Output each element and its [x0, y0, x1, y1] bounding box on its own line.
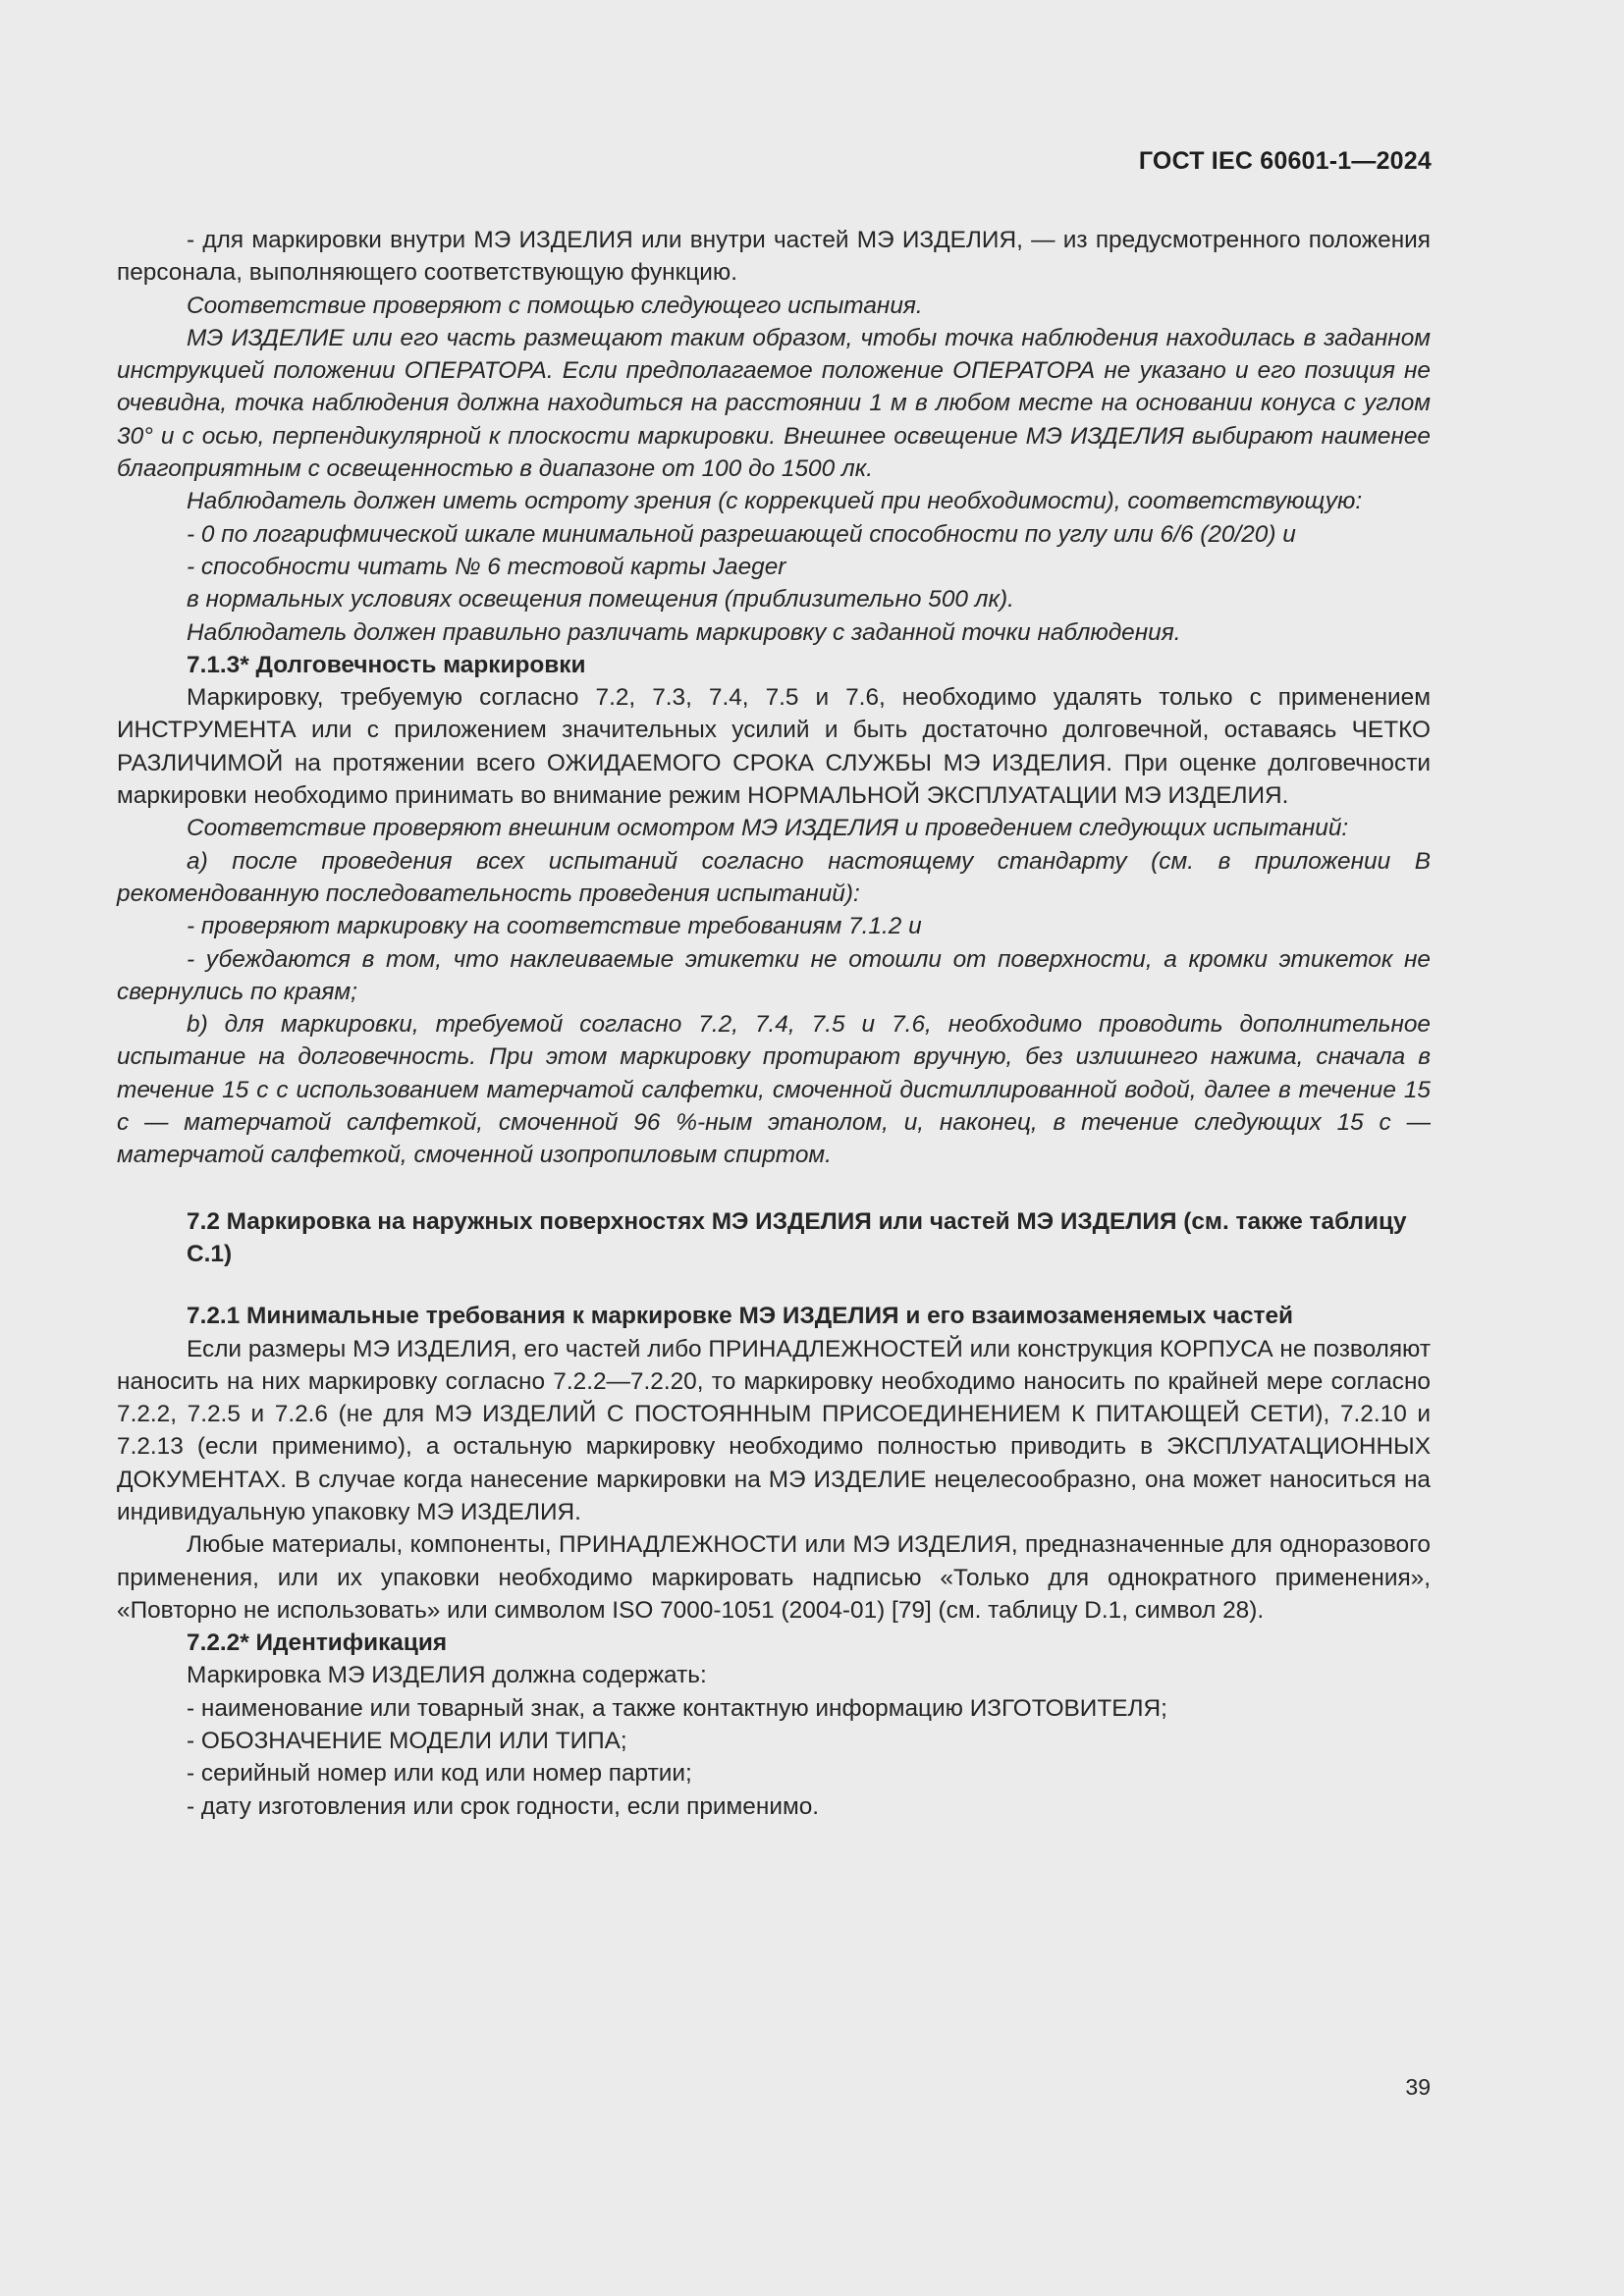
test-paragraph: МЭ ИЗДЕЛИЕ или его часть размещают таким образом, чтобы точка наблюдения находилась в заданном инструкцией положении ОПЕРАТОРА. Если предполагаемое положение ОПЕРАТОРА не указано и его позиция не очевидна, точка наблюдения должна находиться на расстоянии 1 м в любом месте на основании конуса с углом 30° и с осью, перпендикулярной к плоскости маркировки. Внешнее освещение МЭ ИЗДЕЛИЯ выбирают наименее благоприятным с освещенностью в диапазоне от 100 до 1500 лк. [117, 324, 1431, 483]
list-item: - для маркировки внутри МЭ ИЗДЕЛИЯ или внутри частей МЭ ИЗДЕЛИЯ, — из предусмотренного положения персонала, выполняющего соответствующую функцию. [117, 227, 1431, 287]
standard-header: ГОСТ IEC 60601-1—2024 [1138, 147, 1432, 175]
subsection-heading: 7.1.3* Долговечность маркировки [187, 651, 586, 678]
section-heading: 7.2 Маркировка на наружных поверхностях МЭ ИЗДЕЛИЯ или частей МЭ ИЗДЕЛИЯ (см. также таблицу C.1) [187, 1207, 1407, 1267]
test-paragraph: a) после проведения всех испытаний согласно настоящему стандарту (см. в приложении B рекомендованную последовательность проведения испытаний): [117, 847, 1431, 907]
test-paragraph: в нормальных условиях освещения помещения (приблизительно 500 лк). [187, 586, 1014, 614]
compliance-paragraph: Соответствие проверяют внешним осмотром МЭ ИЗДЕЛИЯ и проведением следующих испытаний: [187, 815, 1349, 842]
page-body [117, 224, 1431, 1823]
test-paragraph: Наблюдатель должен иметь остроту зрения (с коррекцией при необходимости), соответствующую: [187, 488, 1363, 515]
test-paragraph: Наблюдатель должен правильно различать маркировку с заданной точки наблюдения. [187, 618, 1181, 646]
body-paragraph: Если размеры МЭ ИЗДЕЛИЯ, его частей либо ПРИНАДЛЕЖНОСТЕЙ или конструкция КОРПУСА не позволяют наносить на них маркировку согласно 7.2.2—7.2.20, то маркировку необходимо наносить по крайней мере согласно 7.2.2, 7.2.5 и 7.2.6 (не для МЭ ИЗДЕЛИЙ С ПОСТОЯННЫМ ПРИСОЕДИНЕНИЕМ К ПИТАЮЩЕЙ СЕТИ), 7.2.10 и 7.2.13 (если применимо), а остальную маркировку необходимо полностью приводить в ЭКСПЛУАТАЦИОННЫХ ДОКУМЕНТАХ. В случае когда нанесение маркировки на МЭ ИЗДЕЛИЕ нецелесообразно, она может наноситься на индивидуальную упаковку МЭ ИЗДЕЛИЯ. [117, 1335, 1431, 1525]
list-item: - способности читать № 6 тестовой карты Jaeger [187, 553, 786, 580]
subsection-heading: 7.2.2* Идентификация [187, 1629, 448, 1657]
body-paragraph: Любые материалы, компоненты, ПРИНАДЛЕЖНОСТИ или МЭ ИЗДЕЛИЯ, предназначенные для одноразового применения, или их упаковки необходимо маркировать надписью «Только для однократного применения», «Повторно не использовать» или символом ISO 7000-1051 (2004-01) [79] (см. таблицу D.1, символ 28). [117, 1531, 1431, 1624]
body-paragraph: Маркировка МЭ ИЗДЕЛИЯ должна содержать: [187, 1662, 707, 1689]
subsection-heading: 7.2.1 Минимальные требования к маркировке МЭ ИЗДЕЛИЯ и его взаимозаменяемых частей [187, 1303, 1294, 1330]
list-item: - наименование или товарный знак, а также контактную информацию ИЗГОТОВИТЕЛЯ; [187, 1694, 1167, 1722]
test-paragraph: b) для маркировки, требуемой согласно 7.2, 7.4, 7.5 и 7.6, необходимо проводить дополнительное испытание на долговечность. При этом маркировку протирают вручную, без излишнего нажима, сначала в течение 15 с с использованием матерчатой салфетки, смоченной дистиллированной водой, далее в течение 15 с — матерчатой салфеткой, смоченной 96 %-ным этанолом, и, наконец, в течение следующих 15 с — матерчатой салфеткой, смоченной изопропиловым спиртом. [117, 1011, 1431, 1169]
list-item: - убеждаются в том, что наклеиваемые этикетки не отошли от поверхности, а кромки этикеток не свернулись по краям; [117, 945, 1431, 1005]
page-number: 39 [1405, 2074, 1431, 2100]
list-item: - проверяют маркировку на соответствие требованиям 7.1.2 и [187, 913, 922, 940]
list-item: - дату изготовления или срок годности, если применимо. [187, 1792, 820, 1820]
compliance-paragraph: Соответствие проверяют с помощью следующего испытания. [187, 292, 923, 319]
body-paragraph: Маркировку, требуемую согласно 7.2, 7.3, 7.4, 7.5 и 7.6, необходимо удалять только с применением ИНСТРУМЕНТА или с приложением значительных усилий и быть достаточно долговечной, оставаясь ЧЕТКО РАЗЛИЧИМОЙ на протяжении всего ОЖИДАЕМОГО СРОКА СЛУЖБЫ МЭ ИЗДЕЛИЯ. При оценке долговечности маркировки необходимо принимать во внимание режим НОРМАЛЬНОЙ ЭКСПЛУАТАЦИИ МЭ ИЗДЕЛИЯ. [117, 684, 1431, 810]
list-item: - ОБОЗНАЧЕНИЕ МОДЕЛИ ИЛИ ТИПА; [187, 1728, 627, 1755]
list-item: - 0 по логарифмической шкале минимальной разрешающей способности по углу или 6/6 (20/20) и [187, 520, 1296, 548]
list-item: - серийный номер или код или номер партии; [187, 1760, 692, 1788]
